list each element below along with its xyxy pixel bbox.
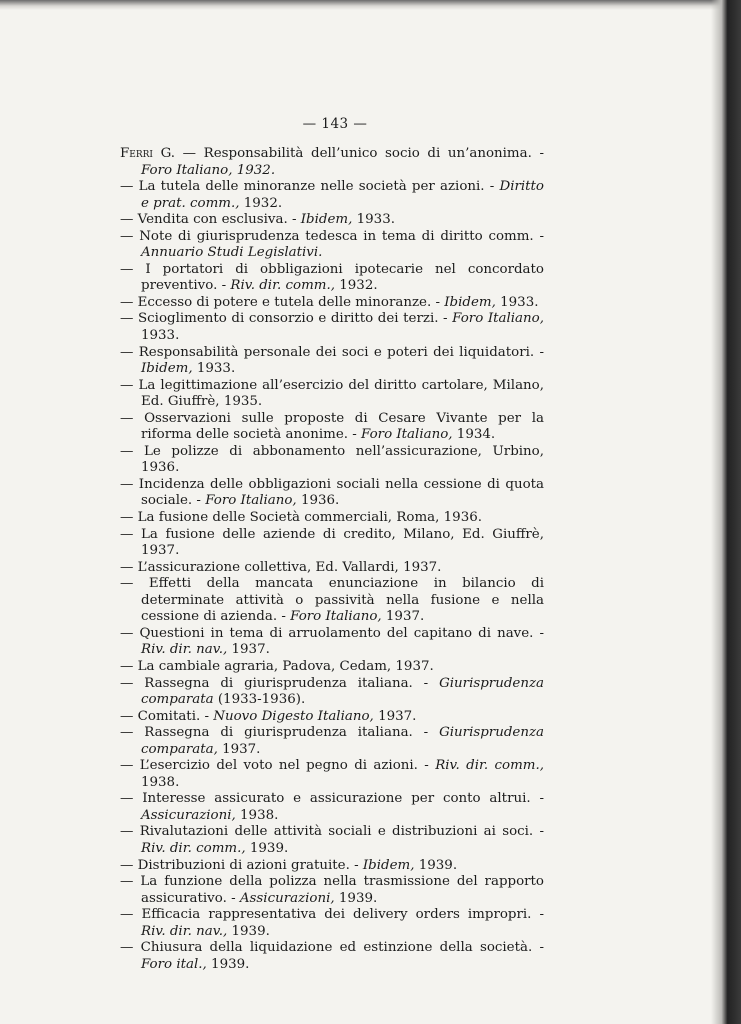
bibliography-entry [120,659,544,676]
bibliography-entry [120,229,544,262]
bibliography-entry [120,560,544,577]
entry-source: Riv. dir. comm., [230,278,335,294]
entry-title: La tutela delle minoranze nelle società per azioni. - [138,179,500,195]
entry-source: Ibidem, [141,361,193,377]
entry-source: Assicurazioni, [141,807,236,823]
entry-year: 1939. [227,923,270,939]
entry-dash: — [120,311,138,327]
entry-title: Questioni in tema di arruolamento del capitano di nave. - [139,625,544,641]
entry-dash: — [120,212,138,228]
entry-dash: — [120,874,141,890]
entry-source: Assicurazioni, [239,890,335,906]
entry-title: Note di giurisprudenza tedesca in tema di diritto comm. - [139,228,544,244]
entry-title: La legittimazione all’esercizio del diritto cartolare, Milano, Ed. Giuffrè, 1935. [138,377,544,410]
entry-year: (1933-1936). [213,692,306,708]
entry-title: I portatori di obbligazioni ipotecarie nel concordato preventivo. - [141,261,544,294]
bibliography-entry [120,295,544,312]
entry-title: La fusione delle aziende di credito, Milano, Ed. Giuffrè, 1937. [140,526,544,559]
entry-source: Nuovo Digesto Italiano, [213,708,374,724]
entry-title: La cambiale agraria, Padova, Cedam, 1937. [137,658,434,674]
scan-binding-edge [711,0,741,1024]
entry-source: Foro ital., [141,956,207,972]
entry-title: Responsabilità personale dei soci e poteri dei liquidatori. - [138,344,544,360]
entry-dash: — [175,146,204,161]
entry-year: 1933. [495,294,539,310]
entry-year: 1933. [352,212,395,228]
entry-title: Vendita con esclusiva. - [137,212,301,228]
entry-title: Efficacia rappresentativa dei delivery orders impropri. - [141,907,544,923]
bibliography-list [120,146,544,973]
entry-title: La fusione delle Società commerciali, Roma, 1936. [137,510,482,526]
entry-dash: — [120,675,145,691]
entry-dash: — [120,658,138,674]
entry-title: L’esercizio del voto nel pegno di azioni. - [139,758,436,774]
bibliography-entry [120,791,544,824]
entry-title: Scioglimento di consorzio e diritto dei terzi. - [137,311,453,327]
entry-dash: — [120,294,138,310]
entry-source: Riv. dir. comm., [435,758,544,774]
entry-dash: — [120,510,138,526]
entry-dash: — [120,758,140,774]
entry-title: Interesse assicurato e assicurazione per conto altrui. - [142,791,545,807]
bibliography-entry [120,146,544,179]
entry-dash: — [120,377,139,393]
bibliography-entry [120,444,544,477]
entry-title: Incidenza delle obbligazioni sociali nella cessione di quota sociale. - [138,476,544,509]
entry-title: Rivalutazioni delle attività sociali e distribuzioni ai soci. - [139,824,544,840]
entry-year: 1933. [141,328,180,344]
entry-year: 1933. [192,361,236,377]
bibliography-entry [120,907,544,940]
entry-year: 1938. [141,774,180,790]
entry-dash: — [120,576,149,592]
entry-year: 1937. [217,741,261,757]
entry-dash: — [120,261,146,277]
entry-year: 1934. [452,427,496,443]
entry-year: 1932. [335,278,378,294]
bibliography-entry [120,527,544,560]
entry-dash: — [120,443,144,459]
entry-dash: — [120,476,139,492]
scan-top-edge [0,0,741,10]
bibliography-entry [120,378,544,411]
entry-dash: — [120,725,145,741]
entry-title: La funzione della polizza nella trasmissione del rapporto assicurativo. - [140,874,544,906]
entry-title: Rassegna di giurisprudenza italiana. - [144,725,440,741]
entry-dash: — [120,559,138,575]
entry-year: 1937. [373,708,417,724]
bibliography-entry [120,212,544,229]
entry-title: Rassegna di giurisprudenza italiana. - [144,675,440,691]
entry-dash: — [120,824,140,840]
bibliography-entry [120,709,544,726]
entry-source: Ibidem, [362,857,415,873]
bibliography-entry [120,858,544,875]
bibliography-entry [120,510,544,527]
entry-title: Le polizze di abbonamento nell’assicurazione, Urbino, 1936. [141,443,544,476]
entry-source: Foro Italiano, [452,311,544,327]
entry-source: Giurisprudenza comparata [141,675,544,708]
entry-dash: — [120,410,145,426]
entry-year: 1932. [239,195,283,211]
entry-year: 1939. [414,857,458,873]
entry-title: Comitati. - [137,708,214,724]
entry-year: 1938. [235,807,279,823]
bibliography-entry [120,676,544,709]
entry-source: Riv. dir. nav., [141,642,228,658]
entry-source: Ibidem, [300,212,353,228]
entry-dash: — [120,791,143,807]
entry-title: Effetti della mancata enunciazione in bilancio di determinate attività o passività nella fusione e nella cessione di azienda. - [141,576,544,625]
entry-source: Diritto e prat. comm., [141,179,544,211]
page-number: — 143 — [302,116,368,132]
bibliography-entry [120,477,544,510]
entry-dash: — [120,940,141,956]
entry-source: Foro Italiano, [290,609,382,625]
entry-year: 1937. [381,609,425,625]
entry-title: Eccesso di potere e tutela delle minoranze. - [137,294,445,310]
bibliography-entry [120,311,544,344]
entry-dash: — [120,344,139,360]
entry-year: 1939. [245,840,289,856]
bibliography-entry [120,262,544,295]
entry-title: L’assicurazione collettiva, Ed. Vallardi, 1937. [137,559,442,575]
bibliography-entry [120,411,544,444]
bibliography-entry [120,824,544,857]
bibliography-entry [120,874,544,907]
entry-year: 1936. [296,493,340,509]
entry-title: Chiusura della liquidazione ed estinzione della società. - [140,940,544,956]
entry-source: Foro Italiano, [361,427,453,443]
entry-year: 1939. [206,956,250,972]
entry-source: Giurisprudenza comparata, [141,725,544,757]
entry-source: Ibidem, [444,294,496,310]
bibliography-entry [120,725,544,758]
bibliography-entry [120,179,544,212]
entry-source: Foro Italiano, [205,493,297,509]
bibliography-entry [120,576,544,626]
entry-title: Osservazioni sulle proposte di Cesare Vivante per la riforma delle società anonime. - [141,410,544,443]
entry-source: Riv. dir. nav., [141,923,228,939]
entry-source: Riv. dir. comm., [141,840,246,856]
entry-dash: — [120,179,139,195]
entry-dash: — [120,708,138,724]
entry-title: Responsabilità dell’unico socio di un’anonima. - [203,146,544,161]
bibliography-entry [120,940,544,973]
entry-year: 1937. [227,642,270,658]
entry-dash: — [120,526,141,542]
entry-dash: — [120,228,140,244]
entry-title: Distribuzioni di azioni gratuite. - [137,857,363,873]
entry-dash: — [120,907,142,923]
bibliography-entry [120,345,544,378]
author-name: Ferri G. [120,146,176,161]
entry-dash: — [120,625,140,641]
bibliography-entry [120,626,544,659]
entry-dash: — [120,857,138,873]
entry-year: 1939. [334,890,378,906]
entry-source: Annuario Studi Legislativi. [141,245,323,261]
bibliography-entry [120,758,544,791]
entry-source: Foro Italiano, 1932. [141,162,276,178]
